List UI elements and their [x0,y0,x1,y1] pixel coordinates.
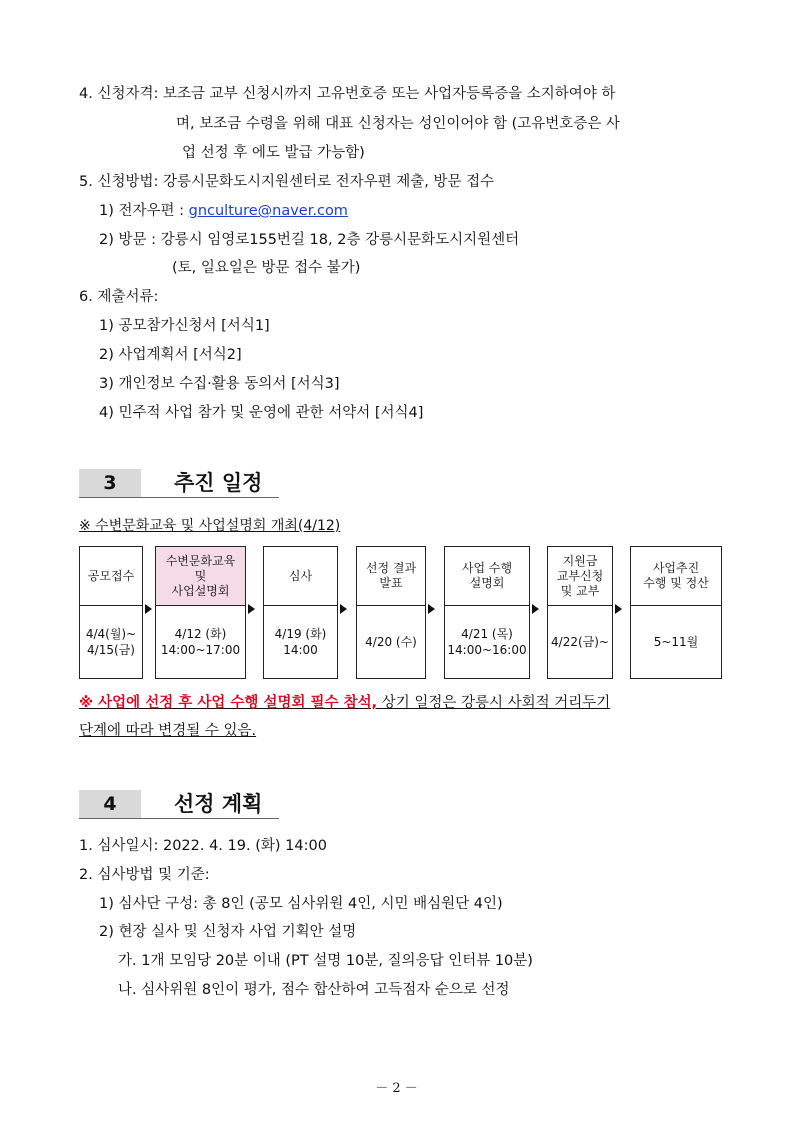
schedule-step-label: 공모접수 [80,547,142,606]
method-visit-note: (토, 일요일은 방문 접수 불가) [172,260,361,276]
schedule-step [444,546,530,679]
schedule-step-label: 사업추진 수행 및 정산 [631,547,721,606]
method-visit: 2) 방문 : 강릉시 임영로155번길 18, 2층 강릉시문화도시지원센터 [99,232,520,248]
document-item: 3) 개인정보 수집·활용 동의서 [서식3] [99,376,340,392]
schedule-step-date: 5~11월 [653,634,699,649]
plan-line-6: 나. 심사위원 8인이 평가, 점수 합산하여 고득점자 순으로 선정 [118,982,510,998]
flow-arrow-icon [145,604,152,614]
page-number: － 2 － [375,1081,418,1096]
method-title: 5. 신청방법: 강릉시문화도시지원센터로 전자우편 제출, 방문 접수 [79,174,495,190]
schedule-step-label: 지원금 교부신청 및 교부 [548,547,612,606]
email-link[interactable]: gnculture@naver.com [188,203,348,219]
section-rule [79,497,279,498]
section-3-heading [79,469,279,497]
section-title: 추진 일정 [174,471,263,495]
schedule-step-label: 사업 수행 설명회 [445,547,529,606]
plan-line-2: 2. 심사방법 및 기준: [79,867,210,883]
warning-line-1 [79,691,610,712]
warning-line-2: 단계에 따라 변경될 수 있음. [79,723,257,739]
documents-title: 6. 제출서류: [79,289,159,305]
schedule-step-date: 4/20 (수) [365,634,417,649]
schedule-step-date: 4/12 (화) 14:00~17:00 [160,626,241,657]
flow-arrow-icon [340,604,347,614]
email-label: 1) 전자우편 : [99,203,189,219]
section-number: 3 [79,469,141,497]
schedule-step-date: 4/4(월)~ 4/15(금) [85,626,137,657]
eligibility-line-3: 업 선정 후 에도 발급 가능함) [182,145,365,161]
schedule-step-label: 수변문화교육 및 사업설명회 [156,547,245,606]
schedule-step-date: 4/19 (화) 14:00 [274,626,327,657]
document-item: 2) 사업계획서 [서식2] [99,347,242,363]
flow-arrow-icon [248,604,255,614]
flow-arrow-icon [428,604,435,614]
section-number: 4 [79,790,141,818]
schedule-step [79,546,143,679]
plan-line-4: 2) 현장 실사 및 신청자 사업 기획안 설명 [99,924,357,940]
section-title: 선정 계획 [174,792,263,816]
schedule-step [630,546,722,679]
section-rule [79,818,279,819]
warning-rest: 상기 일정은 강릉시 사회적 거리두기 [377,695,611,711]
plan-line-3: 1) 심사단 구성: 총 8인 (공모 심사위원 4인, 시민 배심원단 4인) [99,896,503,912]
warning-required: ※ 사업에 선정 후 사업 수행 설명회 필수 참석, [79,695,378,711]
schedule-step-date: 4/22(금)~ [551,634,609,649]
eligibility-line-1: 4. 신청자격: 보조금 교부 신청시까지 고유번호증 또는 사업자등록증을 소지하여야 하 [79,86,616,102]
schedule-step [263,546,338,679]
flow-arrow-icon [532,604,539,614]
schedule-step-label: 심사 [264,547,337,606]
plan-line-5: 가. 1개 모임당 20분 이내 (PT 설명 10분, 질의응답 인터뷰 10분) [118,953,533,969]
schedule-step-label: 선정 결과 발표 [357,547,425,606]
document-item: 4) 민주적 사업 참가 및 운영에 관한 서약서 [서식4] [99,405,424,421]
eligibility-line-2: 며, 보조금 수령을 위해 대표 신청자는 성인이어야 함 (고유번호증은 사 [176,116,620,132]
document-item: 1) 공모참가신청서 [서식1] [99,318,270,334]
section-4-heading [79,790,279,818]
plan-line-1: 1. 심사일시: 2022. 4. 19. (화) 14:00 [79,838,327,854]
schedule-step [547,546,613,679]
flow-arrow-icon [615,604,622,614]
schedule-note: ※ 수변문화교육 및 사업설명회 개최(4/12) [79,518,341,534]
schedule-step-date: 4/21 (목) 14:00~16:00 [447,626,527,657]
schedule-step [356,546,426,679]
schedule-step [155,546,246,679]
method-email-row [99,201,348,221]
